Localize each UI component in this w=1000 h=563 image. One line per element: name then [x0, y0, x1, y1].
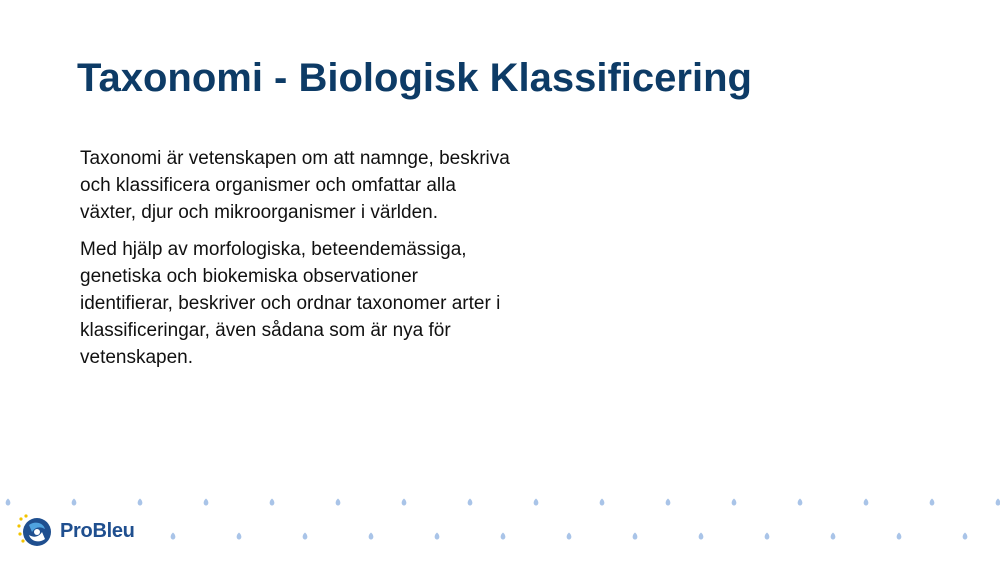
decorative-droplet	[963, 533, 968, 540]
probleu-logo-icon	[16, 513, 54, 549]
decorative-droplet	[732, 499, 737, 506]
decorative-droplet	[6, 499, 11, 506]
decorative-droplet	[72, 499, 77, 506]
decorative-droplet	[138, 499, 143, 506]
decorative-droplet	[666, 499, 671, 506]
decorative-droplet	[633, 533, 638, 540]
paragraph-definition: Taxonomi är vetenskapen om att namnge, beskriva och klassificera organismer och omfattar alla växter, djur och mikroorganismer i världen.	[80, 148, 510, 223]
logo-wordmark: ProBleu	[60, 519, 135, 542]
decorative-droplet	[798, 499, 803, 506]
decorative-droplet	[369, 533, 374, 540]
decorative-dot-pattern	[0, 480, 1000, 563]
decorative-droplet	[996, 499, 1000, 506]
decorative-droplet	[699, 533, 704, 540]
decorative-droplet	[204, 499, 209, 506]
decorative-droplet	[468, 499, 473, 506]
paragraph-methods: Med hjälp av morfologiska, beteendemässiga, genetiska och biokemiska observationer identifierar, beskriver och ordnar taxonomer arter i klassificeringar, även sådana som är nya för vetenskapen.	[80, 239, 501, 368]
decorative-droplet	[435, 533, 440, 540]
body-text	[80, 145, 510, 381]
decorative-droplet	[600, 499, 605, 506]
decorative-droplet	[402, 499, 407, 506]
decorative-droplet	[567, 533, 572, 540]
decorative-droplet	[534, 499, 539, 506]
decorative-droplet	[897, 533, 902, 540]
decorative-droplet	[765, 533, 770, 540]
decorative-droplet	[336, 499, 341, 506]
decorative-droplet	[501, 533, 506, 540]
probleu-logo	[16, 513, 135, 549]
decorative-droplet	[831, 533, 836, 540]
decorative-droplet	[303, 533, 308, 540]
decorative-droplet	[237, 533, 242, 540]
decorative-droplet	[270, 499, 275, 506]
decorative-droplet	[171, 533, 176, 540]
slide-title: Taxonomi - Biologisk Klassificering	[77, 56, 752, 100]
decorative-droplet	[930, 499, 935, 506]
decorative-droplet	[864, 499, 869, 506]
